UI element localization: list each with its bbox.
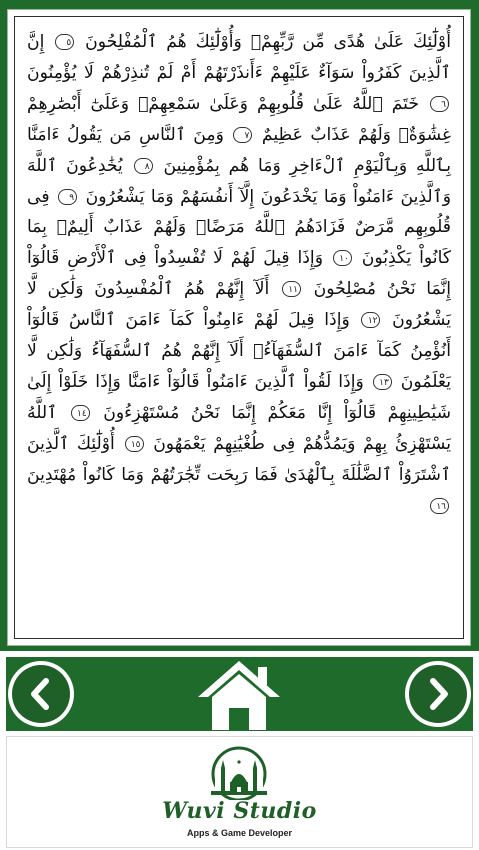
ayah-number-marker: ١١ [282,281,301,297]
ayah-number-marker: ١٣ [373,374,392,390]
brand-name: Wuvi Studio [162,798,317,824]
quran-text-box [14,16,464,639]
brand-tagline: Apps & Game Developer [186,828,293,838]
ayah-number-marker: ١٢ [361,312,380,328]
quran-text [27,27,451,522]
navigation-bar-inner [6,657,473,731]
verse-9: يُخَٰدِعُونَ ٱللَّهَ وَٱلَّذِينَ ءَامَنُواْ وَمَا يَخْدَعُونَ إِلَّآ أَنفُسَهُمْ وَمَا يَشْعُرُونَ [27,155,451,207]
previous-page-button[interactable] [8,661,74,727]
quran-page [7,9,471,646]
navigation-bar [0,651,479,736]
next-page-button[interactable] [405,661,471,727]
verse-15: ٱللَّهُ يَسْتَهْزِئُ بِهِمْ وَيَمُدُّهُمْ فِى طُغْيَٰنِهِمْ يَعْمَهُونَ [27,402,452,454]
chevron-left-icon [12,665,70,723]
ayah-number-marker: ٧ [233,127,252,143]
verse-11: وَإِذَا قِيلَ لَهُمْ لَا تُفْسِدُواْ فِى ٱلْأَرْضِ قَالُوٓاْ إِنَّمَا نَحْنُ مُصْلِحُونَ [27,248,451,300]
ayah-number-marker: ١٠ [333,250,352,266]
ayah-number-marker: ١٦ [430,498,449,514]
home-icon [196,659,282,731]
ayah-number-marker: ٥ [55,34,74,50]
verse-5: أُوْلَٰٓئِكَ عَلَىٰ هُدًى مِّن رَّبِّهِمْۖ وَأُوْلَٰٓئِكَ هُمُ ٱلْمُفْلِحُونَ [85,32,451,52]
verse-6: إِنَّ ٱلَّذِينَ كَفَرُواْ سَوَآءٌ عَلَيْهِمْ ءَأَنذَرْتَهُمْ أَمْ لَمْ تُنذِرْهُمْ لَا يُؤْمِنُونَ [27,32,451,83]
chevron-right-icon [409,665,467,723]
verse-14: وَإِذَا لَقُواْ ٱلَّذِينَ ءَامَنُواْ قَالُوٓاْ ءَامَنَّا وَإِذَا خَلَوْاْ إِلَىٰ شَيَٰطِينِهِمْ قَالُوٓاْ إِنَّا مَعَكُمْ إِنَّمَا نَحْنُ مُسْتَهْزِءُونَ [27,371,451,423]
verse-7: خَتَمَ ٱللَّهُ عَلَىٰ قُلُوبِهِمْ وَعَلَىٰ سَمْعِهِمْۖ وَعَلَىٰٓ أَبْصَٰرِهِمْ غِشَٰوَةٌۖ وَلَهُمْ عَذَابٌ عَظِيمٌ [27,93,451,145]
ayah-number-marker: ٨ [134,158,153,174]
ayah-number-marker: ٩ [58,189,77,205]
verse-12: أَلَآ إِنَّهُمْ هُمُ ٱلْمُفْسِدُونَ وَلَٰكِن لَّا يَشْعُرُونَ [27,279,451,331]
home-button[interactable] [196,659,282,731]
verse-10: فِى قُلُوبِهِم مَّرَضٌ فَزَادَهُمُ ٱللَّهُ مَرَضًاۖ وَلَهُمْ عَذَابٌ أَلِيمٌۢ بِمَا كَانُواْ يَكْذِبُونَ [27,186,452,269]
ayah-number-marker: ٦ [430,96,449,112]
verse-16: أُوْلَٰٓئِكَ ٱلَّذِينَ ٱشْتَرَوُاْ ٱلضَّلَٰلَةَ بِٱلْهُدَىٰ فَمَا رَبِحَت تِّجَٰرَتُهُمْ وَمَا كَانُواْ مُهْتَدِينَ [27,433,451,485]
verse-13: وَإِذَا قِيلَ لَهُمْ ءَامِنُواْ كَمَآ ءَامَنَ ٱلنَّاسُ قَالُوٓاْ أَنُؤْمِنُ كَمَآ ءَامَنَ ٱلسُّفَهَآءُۗ أَلَآ إِنَّهُمْ هُمُ ٱلسُّفَهَآءُ وَلَٰكِن لَّا يَعْلَمُونَ [27,310,451,392]
footer-banner [0,736,479,850]
ayah-number-marker: ١٥ [125,436,144,452]
verse-8: وَمِنَ ٱلنَّاسِ مَن يَقُولُ ءَامَنَّا بِٱللَّهِ وَبِٱلْيَوْمِ ٱلْءَاخِرِ وَمَا هُم بِمُؤْمِنِينَ [27,124,451,176]
ayah-number-marker: ١٤ [71,405,90,421]
mosque-logo-icon [201,744,277,800]
